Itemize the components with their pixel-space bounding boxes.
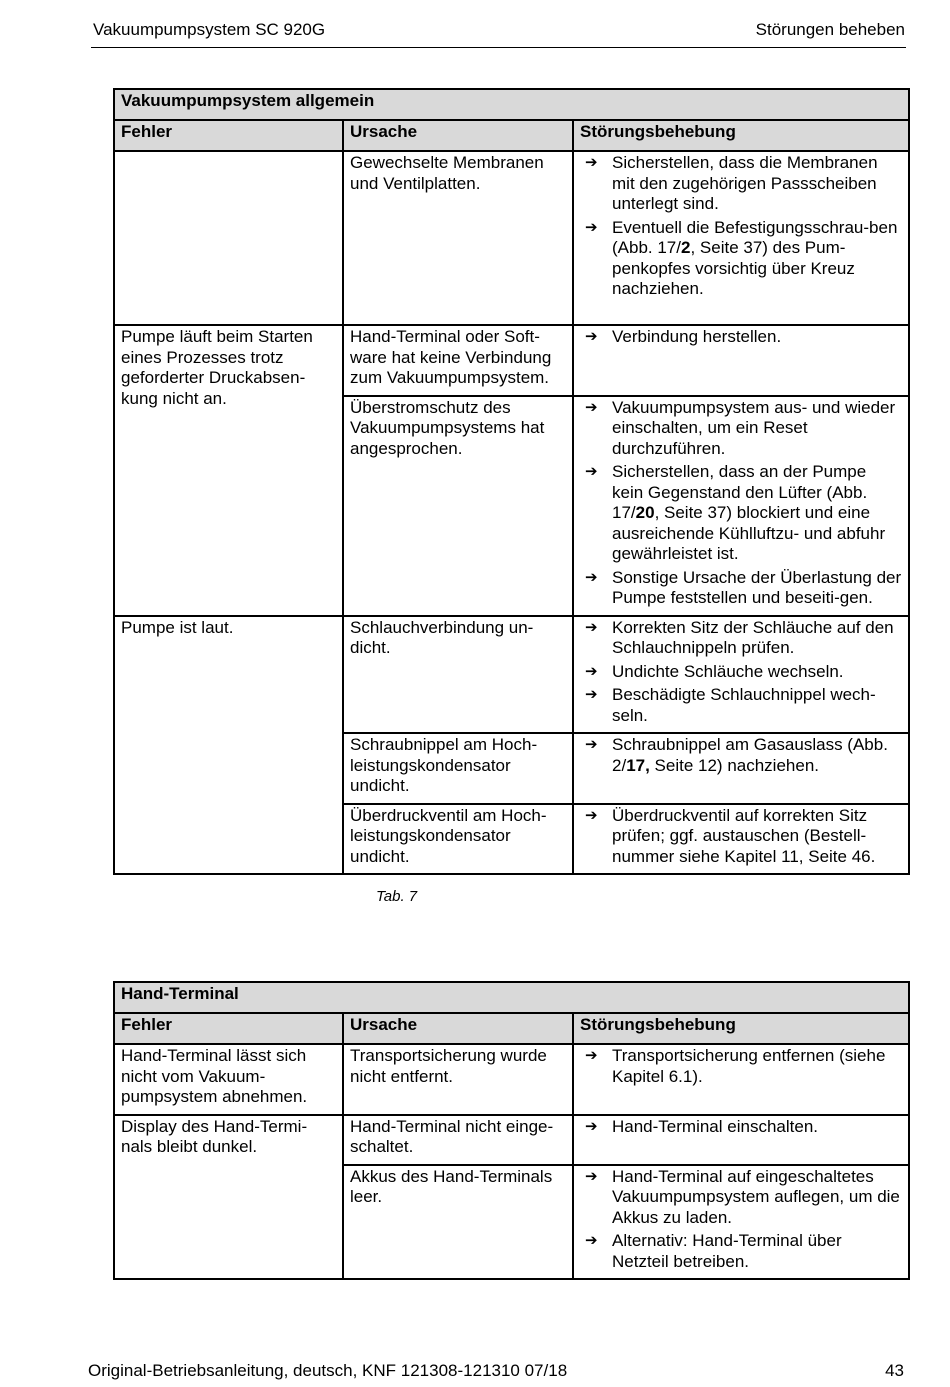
column-header-stoerungsbehebung: Störungsbehebung: [573, 120, 909, 151]
remedy-cell: [573, 325, 909, 396]
fehler-cell: Pumpe läuft beim Starten eines Prozesses trotz geforderter Druckabsen-kung nicht an.: [114, 325, 343, 616]
page-header-left: Vakuumpumpsystem SC 920G: [93, 20, 326, 39]
column-header-ursache: Ursache: [343, 1013, 573, 1044]
remedy-step: ➔ Alternativ: Hand-Terminal über Netzteil betreiben.: [580, 1231, 902, 1272]
arrow-right-icon: ➔: [585, 1167, 598, 1185]
column-header-fehler: Fehler: [114, 120, 343, 151]
arrow-right-icon: ➔: [585, 328, 598, 345]
table-title: Hand-Terminal: [114, 982, 909, 1013]
column-header-stoerungsbehebung: Störungsbehebung: [573, 1013, 909, 1044]
remedy-cell: [573, 1115, 909, 1165]
arrow-right-icon: ➔: [585, 618, 598, 636]
column-header-fehler: Fehler: [114, 1013, 343, 1044]
table-caption: Tab. 7: [376, 888, 418, 905]
remedy-cell: [573, 616, 909, 734]
page-number: 43: [885, 1361, 904, 1380]
arrow-right-icon: ➔: [585, 568, 598, 586]
remedy-step: ➔ Eventuell die Befestigungsschrau-ben (Abb. 17/2, Seite 37) des Pum-penkopfes vorsichtig über Kreuz nachziehen.: [580, 218, 902, 300]
arrow-right-icon: ➔: [585, 1117, 598, 1135]
fehler-cell: Hand-Terminal lässt sich nicht vom Vakuum-pumpsystem abnehmen.: [114, 1044, 343, 1115]
ursache-cell: Schraubnippel am Hoch-leistungskondensator undicht.: [343, 733, 573, 804]
fehler-cell: [114, 151, 343, 325]
arrow-right-icon: ➔: [585, 1232, 598, 1249]
table-row: [114, 325, 909, 396]
remedy-step: ➔ Sonstige Ursache der Überlastung der Pumpe feststellen und beseiti-gen.: [580, 568, 902, 609]
remedy-step: ➔ Beschädigte Schlauchnippel wech-seln.: [580, 685, 902, 726]
arrow-right-icon: ➔: [585, 218, 598, 236]
remedy-cell: [573, 151, 909, 325]
table-title: Vakuumpumpsystem allgemein: [114, 89, 909, 120]
remedy-step: ➔ Überdruckventil auf korrekten Sitz prüfen; ggf. austauschen (Bestell-nummer siehe Kapitel 11, Seite 46.: [580, 806, 902, 868]
remedy-step: ➔ Schraubnippel am Gasauslass (Abb. 2/17, Seite 12) nachziehen.: [580, 735, 902, 776]
remedy-cell: [573, 733, 909, 804]
arrow-right-icon: ➔: [585, 463, 598, 480]
column-header-ursache: Ursache: [343, 120, 573, 151]
remedy-step: ➔ Sicherstellen, dass an der Pumpe kein Gegenstand den Lüfter (Abb. 17/20, Seite 37) blockiert und eine ausreichende Kühlluftzu- und abfuhr gewährleistet ist.: [580, 462, 902, 565]
ursache-cell: Hand-Terminal nicht einge-schaltet.: [343, 1115, 573, 1165]
remedy-cell: [573, 804, 909, 875]
fehler-cell: Display des Hand-Termi-nals bleibt dunkel.: [114, 1115, 343, 1280]
arrow-right-icon: ➔: [585, 686, 598, 703]
troubleshooting-table-general: [113, 88, 910, 875]
arrow-right-icon: ➔: [585, 154, 598, 171]
ursache-cell: Schlauchverbindung un-dicht.: [343, 616, 573, 734]
header-rule: [91, 47, 906, 48]
page-footer-left: Original-Betriebsanleitung, deutsch, KNF 121308-121310 07/18: [88, 1361, 568, 1380]
ursache-cell: Transportsicherung wurde nicht entfernt.: [343, 1044, 573, 1115]
ursache-cell: Überdruckventil am Hoch-leistungskondensator undicht.: [343, 804, 573, 875]
ursache-cell: Hand-Terminal oder Soft-ware hat keine Verbindung zum Vakuumpumpsystem.: [343, 325, 573, 396]
table-row: [114, 1115, 909, 1165]
remedy-step: ➔ Transportsicherung entfernen (siehe Kapitel 6.1).: [580, 1046, 902, 1087]
arrow-right-icon: ➔: [585, 1047, 598, 1064]
remedy-cell: [573, 1044, 909, 1115]
remedy-step: ➔ Hand-Terminal auf eingeschaltetes Vakuumpumpsystem auflegen, um die Akkus zu laden.: [580, 1167, 902, 1229]
troubleshooting-table-hand-terminal: [113, 981, 910, 1280]
arrow-right-icon: ➔: [585, 662, 598, 680]
ursache-cell: Akkus des Hand-Terminals leer.: [343, 1165, 573, 1280]
table-row: [114, 616, 909, 734]
arrow-right-icon: ➔: [585, 806, 598, 824]
table-row: [114, 1044, 909, 1115]
arrow-right-icon: ➔: [585, 736, 598, 753]
remedy-cell: [573, 396, 909, 616]
remedy-step: ➔ Vakuumpumpsystem aus- und wieder einschalten, um ein Reset durchzuführen.: [580, 398, 902, 460]
table-row: [114, 151, 909, 325]
ursache-cell: Überstromschutz des Vakuumpumpsystems hat angesprochen.: [343, 396, 573, 616]
remedy-step: ➔ Sicherstellen, dass die Membranen mit den zugehörigen Passscheiben unterlegt sind.: [580, 153, 902, 215]
ursache-cell: Gewechselte Membranen und Ventilplatten.: [343, 151, 573, 325]
remedy-step: ➔ Korrekten Sitz der Schläuche auf den Schlauchnippeln prüfen.: [580, 618, 902, 659]
arrow-right-icon: ➔: [585, 398, 598, 416]
remedy-step: ➔ Undichte Schläuche wechseln.: [580, 662, 902, 683]
remedy-step: ➔ Hand-Terminal einschalten.: [580, 1117, 902, 1138]
page-header-right: Störungen beheben: [755, 20, 905, 39]
fehler-cell: Pumpe ist laut.: [114, 616, 343, 875]
remedy-step: ➔ Verbindung herstellen.: [580, 327, 902, 348]
remedy-cell: [573, 1165, 909, 1280]
